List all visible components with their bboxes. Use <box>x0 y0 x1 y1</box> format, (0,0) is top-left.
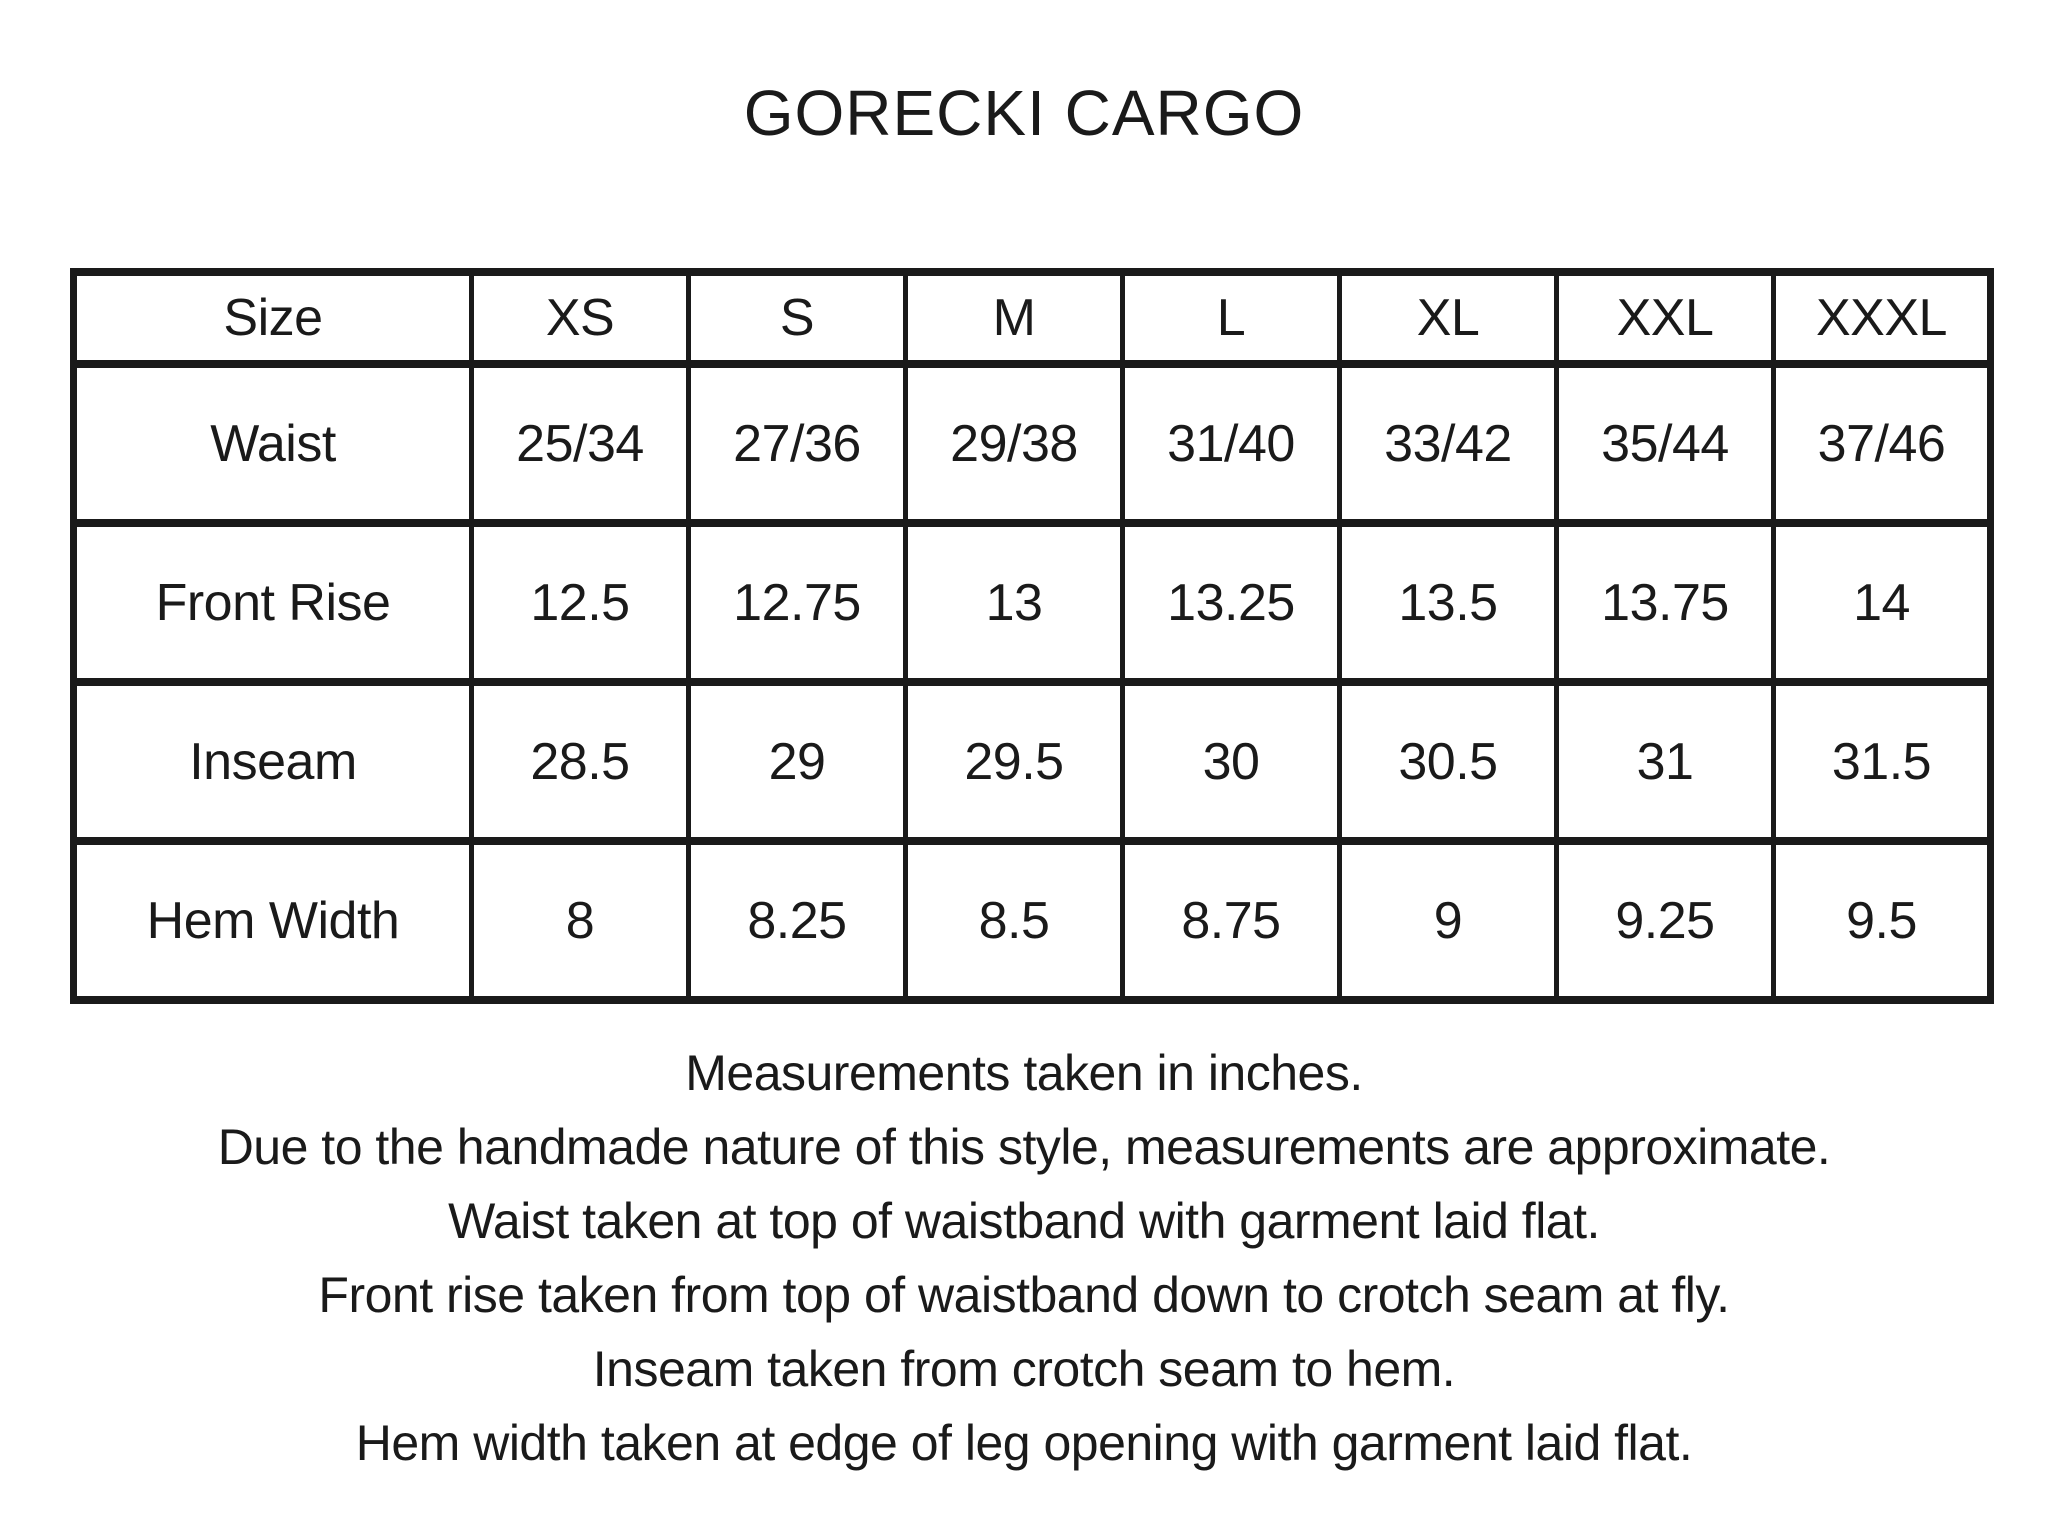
table-cell: 25/34 <box>472 364 689 523</box>
note-line-front-rise: Front rise taken from top of waistband down to crotch seam at fly. <box>318 1267 1730 1323</box>
page-title: GORECKI CARGO <box>743 77 1305 149</box>
table-cell: 13 <box>906 523 1123 682</box>
table-cell: 37/46 <box>1774 364 1991 523</box>
table-cell: 12.5 <box>472 523 689 682</box>
table-cell: 13.25 <box>1123 523 1340 682</box>
note-line-handmade: Due to the handmade nature of this style, measurements are approximate. <box>217 1119 1831 1175</box>
table-cell: 31/40 <box>1123 364 1340 523</box>
column-header-l: L <box>1123 272 1340 364</box>
column-header-xl: XL <box>1340 272 1557 364</box>
note-line-waist: Waist taken at top of waistband with garment laid flat. <box>448 1193 1600 1249</box>
size-chart-table <box>70 268 1994 1004</box>
table-row-front-rise <box>74 523 1991 682</box>
table-cell: 9.5 <box>1774 841 1991 1000</box>
table-cell: 27/36 <box>689 364 906 523</box>
row-label-waist: Waist <box>74 364 472 523</box>
table-cell: 14 <box>1774 523 1991 682</box>
table-cell: 8.75 <box>1123 841 1340 1000</box>
table-row-hem-width <box>74 841 1991 1000</box>
note-line-hem-width: Hem width taken at edge of leg opening with garment laid flat. <box>355 1415 1693 1471</box>
table-cell: 33/42 <box>1340 364 1557 523</box>
table-cell: 13.5 <box>1340 523 1557 682</box>
column-header-s: S <box>689 272 906 364</box>
row-label-inseam: Inseam <box>74 682 472 841</box>
table-cell: 30.5 <box>1340 682 1557 841</box>
table-cell: 29 <box>689 682 906 841</box>
table-cell: 31.5 <box>1774 682 1991 841</box>
row-label-front-rise: Front Rise <box>74 523 472 682</box>
column-header-xs: XS <box>472 272 689 364</box>
header-row <box>74 272 1991 364</box>
note-line-inseam: Inseam taken from crotch seam to hem. <box>592 1341 1456 1397</box>
table-cell: 8 <box>472 841 689 1000</box>
table-cell: 29/38 <box>906 364 1123 523</box>
table-cell: 12.75 <box>689 523 906 682</box>
table-cell: 9.25 <box>1557 841 1774 1000</box>
row-label-hem-width: Hem Width <box>74 841 472 1000</box>
column-header-m: M <box>906 272 1123 364</box>
table-row-inseam <box>74 682 1991 841</box>
table-cell: 8.5 <box>906 841 1123 1000</box>
table-cell: 31 <box>1557 682 1774 841</box>
measurement-notes <box>0 1036 2048 1480</box>
column-header-xxxl: XXXL <box>1774 272 1991 364</box>
table-cell: 35/44 <box>1557 364 1774 523</box>
note-line-inches: Measurements taken in inches. <box>685 1045 1363 1101</box>
table-row-waist <box>74 364 1991 523</box>
table-cell: 13.75 <box>1557 523 1774 682</box>
table-cell: 8.25 <box>689 841 906 1000</box>
column-header-xxl: XXL <box>1557 272 1774 364</box>
table-cell: 30 <box>1123 682 1340 841</box>
table-cell: 29.5 <box>906 682 1123 841</box>
column-header-size: Size <box>74 272 472 364</box>
table-cell: 9 <box>1340 841 1557 1000</box>
table-cell: 28.5 <box>472 682 689 841</box>
